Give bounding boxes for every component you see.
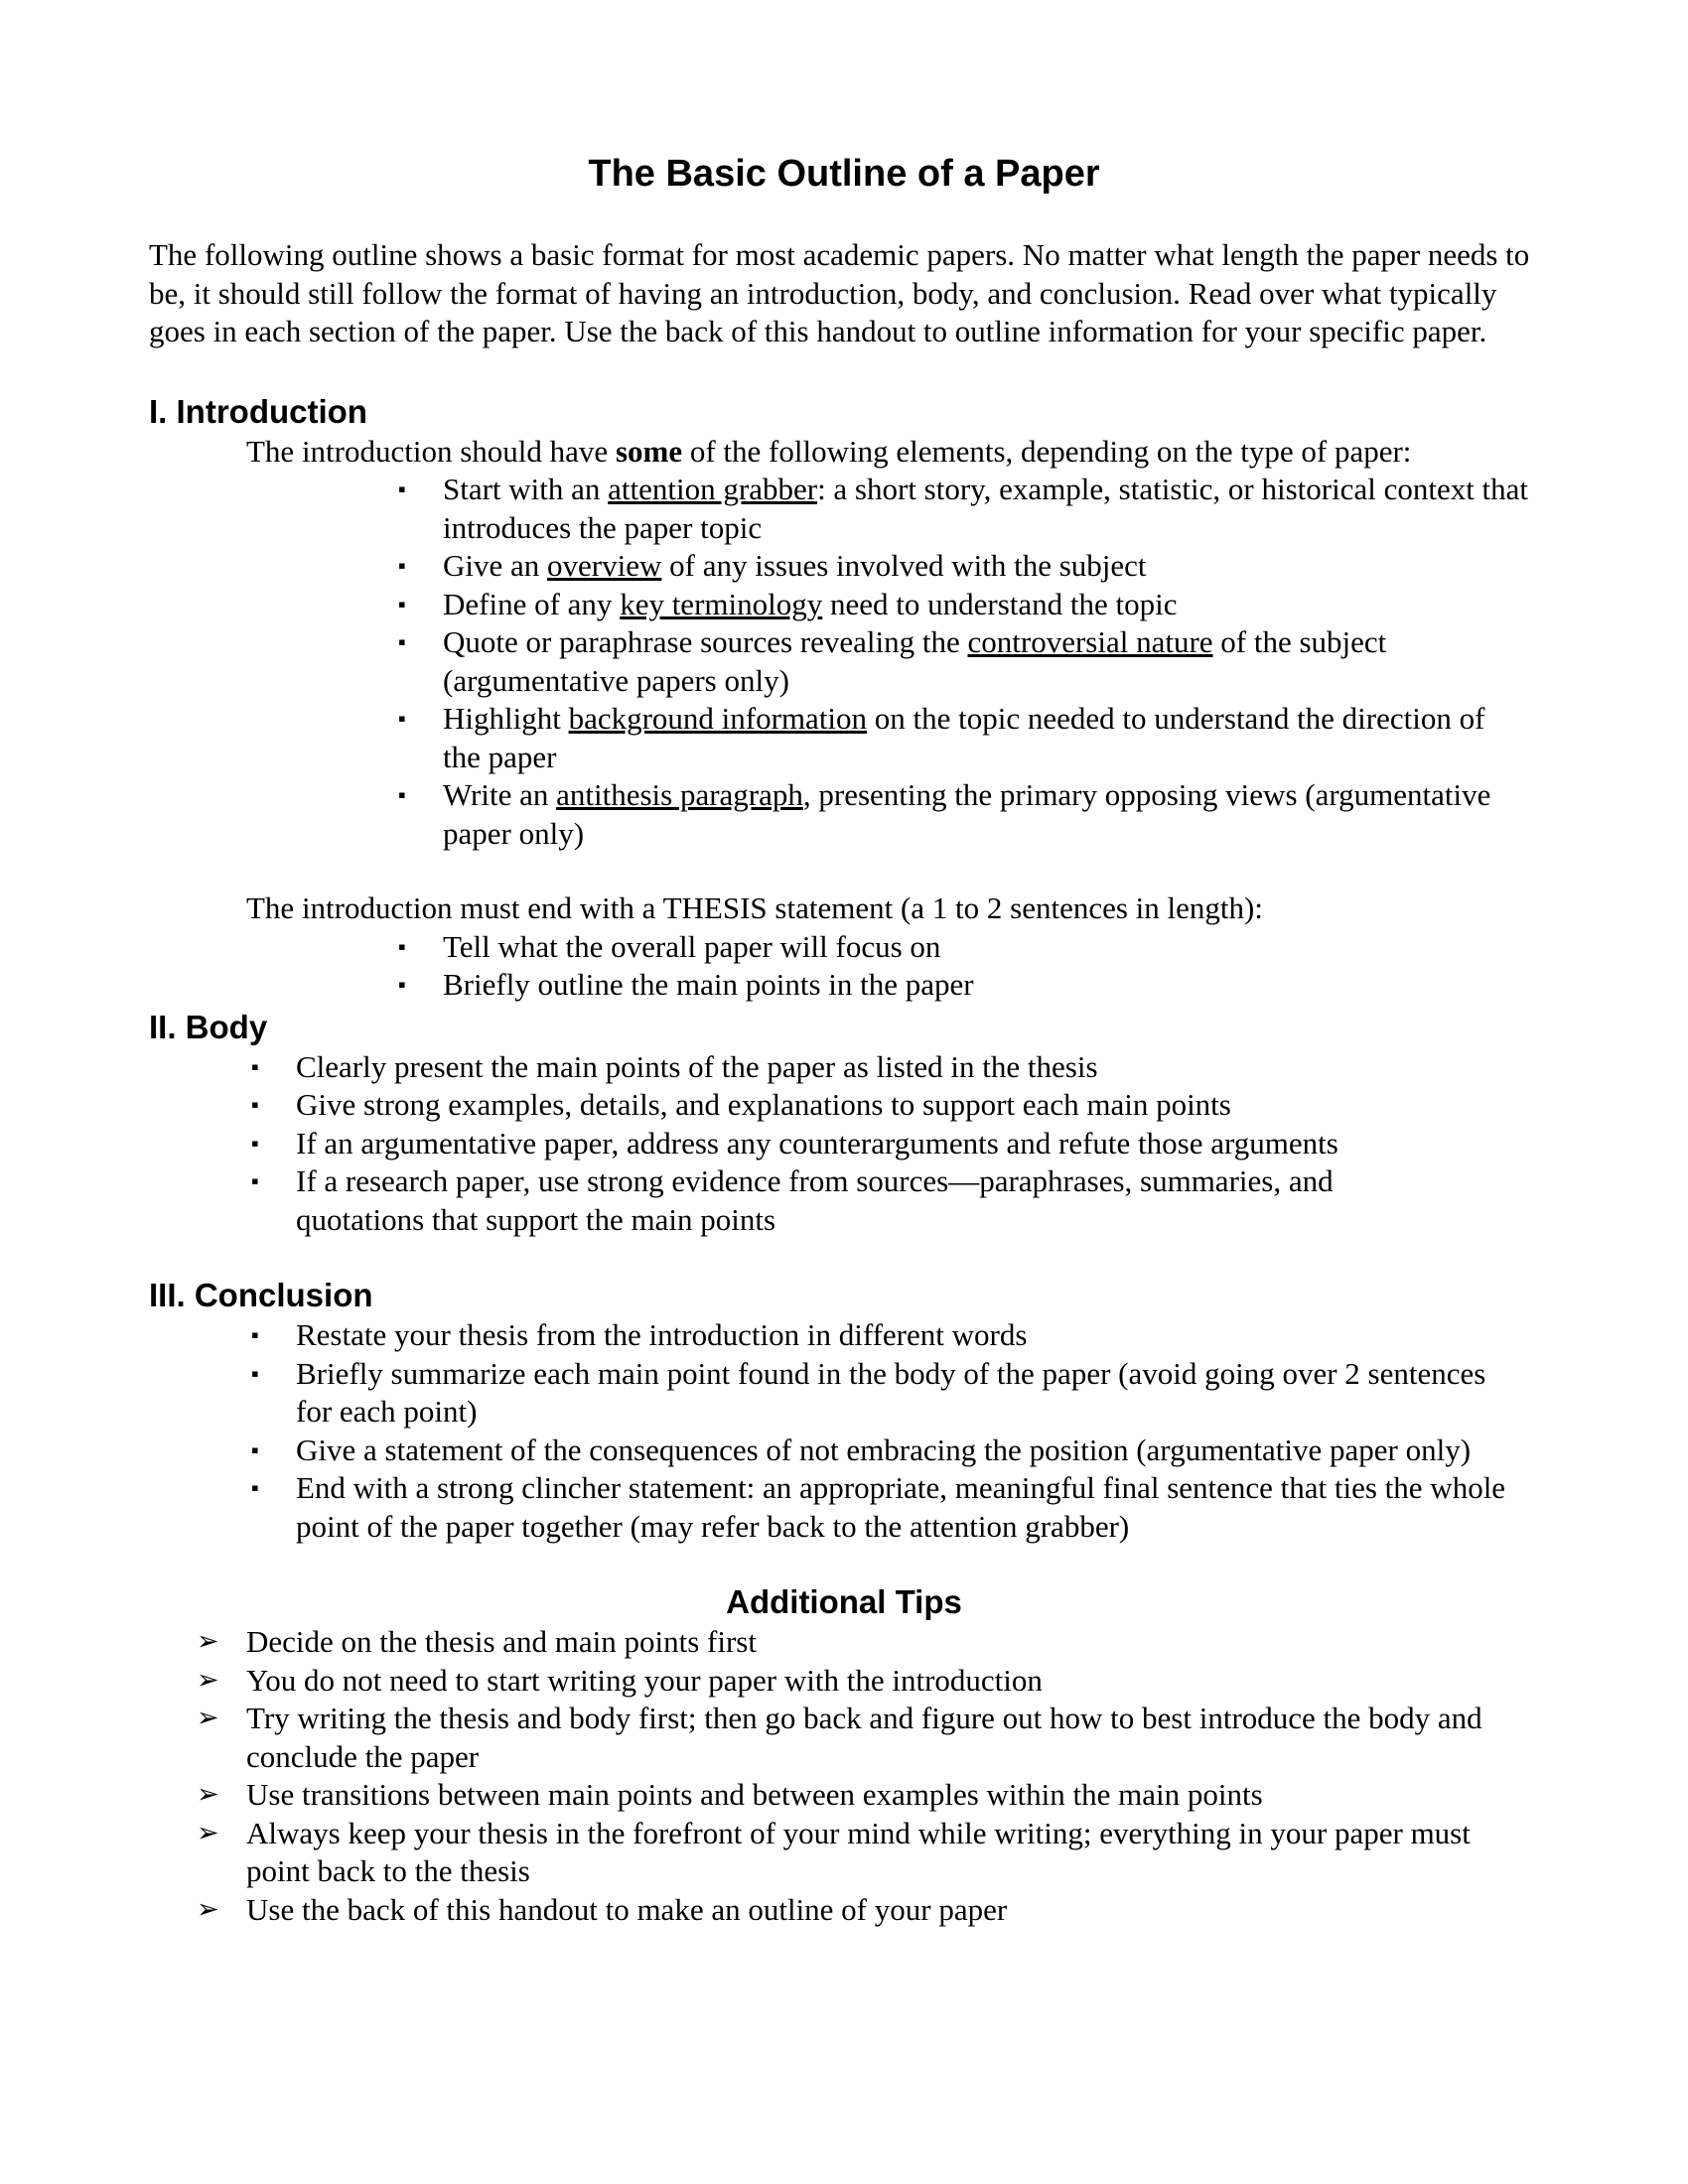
item-text: Decide on the thesis and main points first (246, 1624, 757, 1659)
list-item (251, 1125, 1539, 1163)
square-bullet-icon: ▪ (398, 706, 406, 731)
list-item (398, 547, 1529, 586)
conclusion-section (149, 1275, 1539, 1546)
item-text: If a research paper, use strong evidence from sources—paraphrases, summaries, and quotations that support the main points (296, 1163, 1334, 1237)
item-text: need to understand the topic (822, 586, 1178, 621)
list-item (398, 966, 1539, 1005)
introduction-lead-after: of the following elements, depending on the type of paper: (682, 433, 1412, 469)
arrow-bullet-icon: ➢ (197, 1664, 219, 1696)
tips-heading: Additional Tips (726, 1583, 962, 1620)
item-text: , presenting the primary opposing views (argumentative paper only) (443, 777, 1491, 851)
item-text: Write an (443, 777, 557, 812)
item-text: : a short story, example, statistic, or historical context that introduces the paper topic (443, 472, 1529, 545)
list-item (251, 1086, 1539, 1125)
arrow-bullet-icon: ➢ (197, 1626, 219, 1657)
introduction-lead (149, 433, 1539, 472)
square-bullet-icon: ▪ (398, 629, 406, 654)
item-text: Restate your thesis from the introduction in different words (296, 1317, 1028, 1352)
square-bullet-icon: ▪ (251, 1053, 259, 1079)
item-text: End with a strong clincher statement: an appropriate, meaningful final sentence that ties the whole point of the paper together (may refer back to the attention grabber) (296, 1470, 1506, 1544)
list-item (251, 1469, 1519, 1546)
introduction-elements-list (149, 471, 1539, 853)
conclusion-items-list (149, 1316, 1539, 1546)
item-text: Use the back of this handout to make an outline of your paper (246, 1891, 1008, 1927)
intro-paragraph: The following outline shows a basic format for most academic papers. No matter what length the paper needs to be, it should still follow the format of having an introduction, body, and conclusion. Read over what typically goes in each section of the paper. Use the back of this handout to outline information for your specific paper. (149, 237, 1530, 348)
item-text: Give strong examples, details, and explanations to support each main points (296, 1087, 1231, 1122)
list-item (398, 586, 1529, 624)
item-text: on the topic needed to understand the direction of the paper (443, 701, 1485, 774)
item-text: Clearly present the main points of the paper as listed in the thesis (296, 1048, 1098, 1084)
list-item (251, 1432, 1519, 1470)
item-text: Use transitions between main points and between examples within the main points (246, 1777, 1263, 1812)
item-text: Start with an (443, 472, 609, 506)
square-bullet-icon: ▪ (251, 1436, 259, 1462)
arrow-bullet-icon: ➢ (197, 1817, 219, 1848)
tips-section (149, 1581, 1539, 1929)
square-bullet-icon: ▪ (251, 1130, 259, 1156)
introduction-section (149, 391, 1539, 1005)
thesis-items-list (149, 928, 1539, 1005)
body-section (149, 1007, 1539, 1240)
thesis-lead: The introduction must end with a THESIS statement (a 1 to 2 sentences in length): (246, 890, 1263, 925)
item-underline: background information (568, 701, 868, 736)
introduction-heading: I. Introduction (149, 392, 367, 430)
item-text: Define of any (443, 586, 621, 621)
introduction-lead-before: The introduction should have (246, 433, 616, 469)
list-item (398, 471, 1529, 547)
document-page (149, 149, 1539, 1929)
item-underline: key terminology (620, 586, 823, 621)
list-item (197, 1815, 1529, 1891)
item-text: Highlight (443, 701, 569, 736)
list-item (398, 928, 1539, 967)
item-text: You do not need to start writing your paper with the introduction (246, 1662, 1043, 1698)
item-text: Give a statement of the consequences of not embracing the position (argumentative paper only) (296, 1432, 1472, 1467)
arrow-bullet-icon: ➢ (197, 1703, 219, 1733)
body-items-list (149, 1048, 1539, 1240)
item-underline: attention grabber (608, 472, 818, 506)
square-bullet-icon: ▪ (398, 972, 406, 997)
item-text: Always keep your thesis in the forefront of your mind while writing; everything in your paper must point back to the thesis (246, 1815, 1471, 1888)
item-text: Briefly summarize each main point found in the body of the paper (avoid going over 2 sentences for each point) (296, 1355, 1486, 1429)
item-text: If an argumentative paper, address any counterarguments and refute those arguments (296, 1125, 1338, 1160)
square-bullet-icon: ▪ (398, 477, 406, 501)
square-bullet-icon: ▪ (251, 1168, 259, 1193)
list-item (197, 1776, 1529, 1815)
item-text: Try writing the thesis and body first; then go back and figure out how to best introduce the body and conclude the paper (246, 1701, 1482, 1774)
item-text: Tell what the overall paper will focus on (443, 928, 941, 964)
item-underline: controversial nature (967, 624, 1213, 659)
item-text: of any issues involved with the subject (661, 548, 1147, 583)
item-underline: overview (547, 548, 662, 583)
item-text: Briefly outline the main points in the paper (443, 967, 974, 1002)
square-bullet-icon: ▪ (251, 1092, 259, 1117)
square-bullet-icon: ▪ (398, 782, 406, 807)
square-bullet-icon: ▪ (398, 591, 406, 616)
list-item (197, 1891, 1529, 1930)
body-heading: II. Body (149, 1008, 268, 1045)
square-bullet-icon: ▪ (251, 1322, 259, 1347)
page-title: The Basic Outline of a Paper (588, 153, 1100, 195)
item-text: Quote or paraphrase sources revealing the (443, 624, 968, 659)
list-item (398, 623, 1529, 700)
tips-items-list (149, 1623, 1539, 1929)
list-item (251, 1162, 1539, 1239)
list-item (398, 700, 1529, 776)
list-item (251, 1316, 1519, 1355)
list-item (197, 1700, 1529, 1776)
item-text: Give an (443, 548, 548, 583)
arrow-bullet-icon: ➢ (197, 1893, 219, 1925)
list-item (197, 1662, 1529, 1701)
introduction-lead-bold: some (615, 433, 683, 469)
square-bullet-icon: ▪ (398, 553, 406, 578)
conclusion-heading: III. Conclusion (149, 1277, 373, 1313)
list-item (398, 776, 1529, 853)
list-item (197, 1623, 1529, 1662)
arrow-bullet-icon: ➢ (197, 1779, 219, 1810)
item-text: of the subject (argumentative papers only) (443, 624, 1387, 698)
list-item (251, 1048, 1539, 1087)
square-bullet-icon: ▪ (251, 1475, 259, 1500)
square-bullet-icon: ▪ (398, 933, 406, 959)
list-item (251, 1355, 1519, 1432)
square-bullet-icon: ▪ (251, 1360, 259, 1386)
item-underline: antithesis paragraph (556, 777, 803, 812)
